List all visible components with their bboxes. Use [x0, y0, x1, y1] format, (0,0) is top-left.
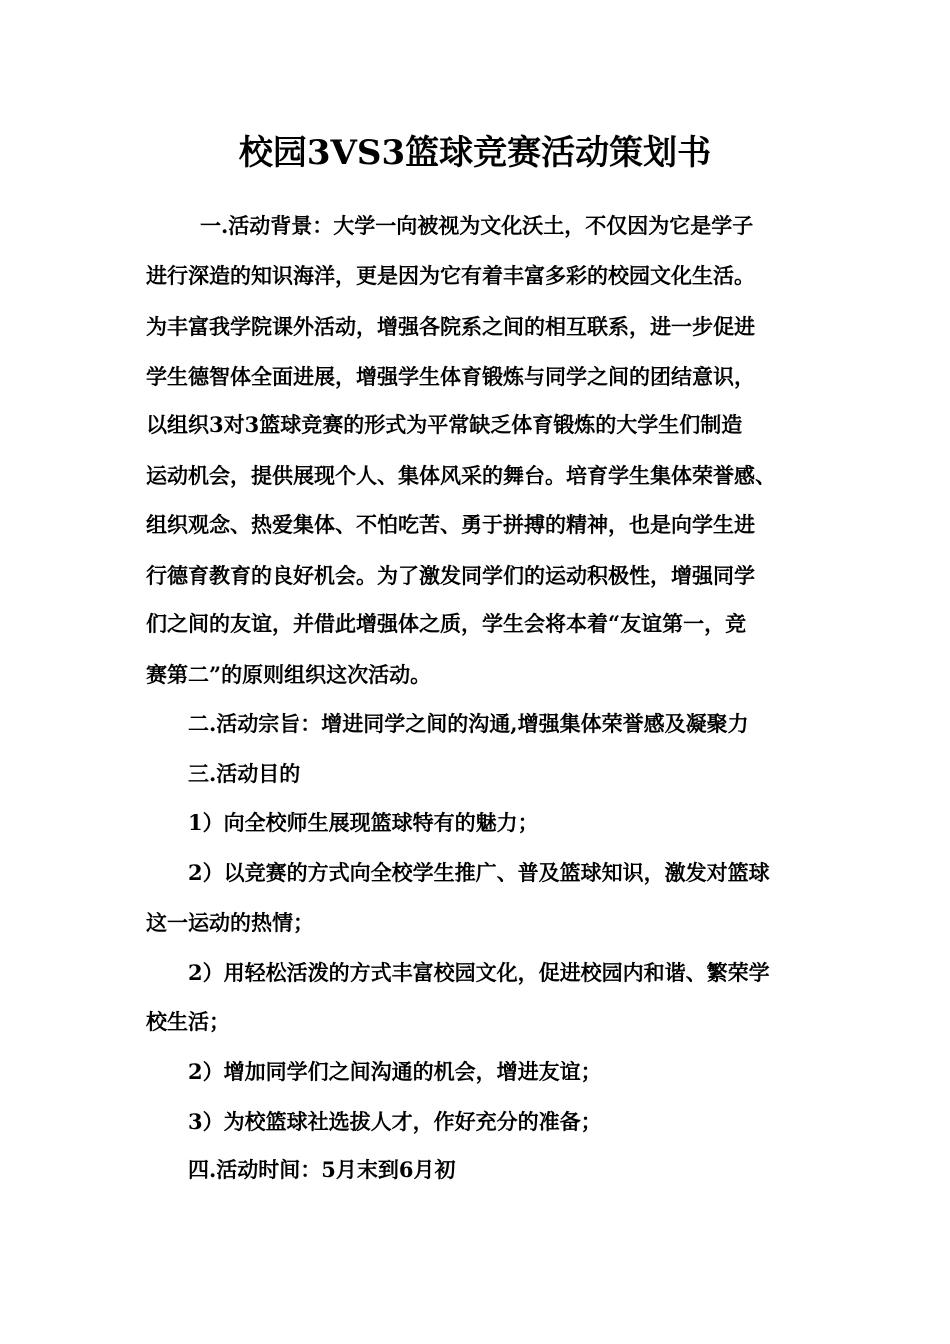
paragraph-background-line-1: 一.活动背景：大学一向被视为文化沃土，不仅因为它是学子 — [200, 213, 754, 238]
paragraph-background-line-3: 为丰富我学院课外活动，增强各院系之间的相互联系，进一步促进 — [146, 314, 755, 339]
paragraph-background-line-2: 进行深造的知识海洋，更是因为它有着丰富多彩的校园文化生活。 — [146, 263, 755, 288]
paragraph-background-line-5: 以组织3对3篮球竞赛的形式为平常缺乏体育锻炼的大学生们制造 — [146, 412, 743, 437]
goal-item-2-line-1: 2）以竞赛的方式向全校学生推广、普及篮球知识，激发对篮球 — [188, 860, 770, 885]
paragraph-background-line-7: 组织观念、热爱集体、不怕吃苦、勇于拼搏的精神，也是向学生进 — [146, 512, 755, 537]
goal-item-3-line-2: 校生活； — [146, 1009, 230, 1034]
goal-item-2-line-2: 这一运动的热情； — [146, 910, 314, 935]
goal-item-1: 1）向全校师生展现篮球特有的魅力； — [188, 810, 539, 835]
goal-item-5: 3）为校篮球社选拔人才，作好充分的准备； — [188, 1109, 602, 1134]
paragraph-background-line-4: 学生德智体全面进展，增强学生体育锻炼与同学之间的团结意识， — [146, 364, 755, 389]
paragraph-background-line-10: 赛第二”的原则组织这次活动。 — [146, 662, 432, 687]
document-title: 校园3VS3篮球竞赛活动策划书 — [238, 133, 712, 173]
paragraph-background-line-6: 运动机会，提供展现个人、集体风采的舞台。培育学生集体荣誉感、 — [146, 463, 776, 488]
section-time-heading: 四.活动时间：5月末到6月初 — [188, 1157, 456, 1182]
paragraph-background-line-9: 们之间的友谊，并借此增强体之质，学生会将本着“友谊第一，竞 — [146, 611, 747, 636]
goal-item-3-line-1: 2）用轻松活泼的方式丰富校园文化，促进校园内和谐、繁荣学 — [188, 960, 770, 985]
goal-item-4: 2）增加同学们之间沟通的机会，增进友谊； — [188, 1059, 602, 1084]
section-goals-heading: 三.活动目的 — [188, 761, 301, 786]
paragraph-background-line-8: 行德育教育的良好机会。为了激发同学们的运动积极性，增强同学 — [146, 563, 755, 588]
section-purpose-heading: 二.活动宗旨：增进同学之间的沟通,增强集体荣誉感及凝聚力 — [188, 711, 749, 736]
